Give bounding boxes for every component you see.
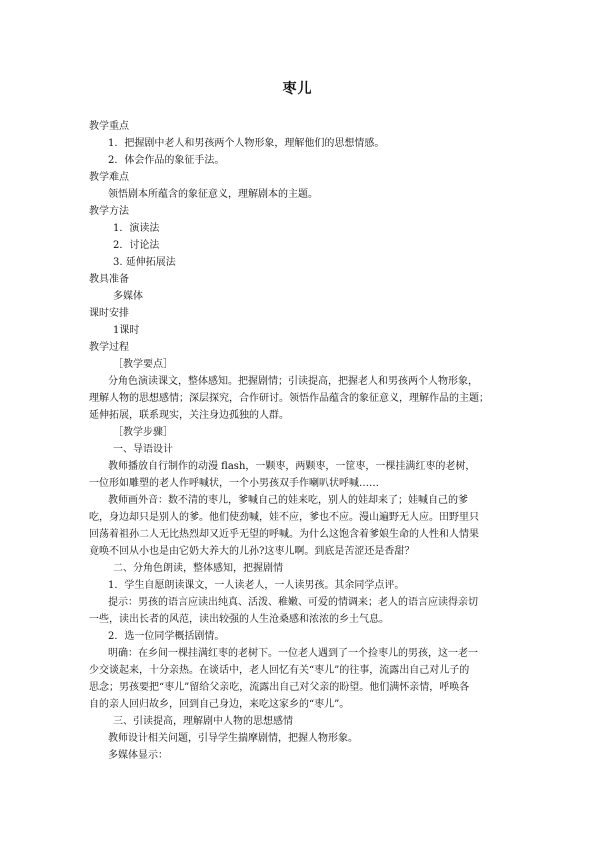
paragraph-line: 理解人物的思想感情；深层探究，合作研讨。领悟作品蕴含的象征意义，理解作品的主题； — [89, 393, 489, 404]
paragraph-line: 延伸拓展，联系现实，关注身边孤独的人群。 — [89, 410, 289, 421]
step-heading: 三、引读提高，理解剧中人物的思想感情 — [113, 716, 293, 727]
list-item: 2．讨论法 — [113, 240, 160, 251]
paragraph-line: 明确：在乡间一棵挂满红枣的老树下。一位老人遇到了一个捡枣儿的男孩，这一老一 — [108, 648, 478, 659]
page-title: 枣儿 — [282, 81, 313, 97]
paragraph-line: 教师设计相关问题，引导学生揣摩剧情，把握人物形象。 — [108, 733, 358, 744]
paragraph-line: 一位形如雕塑的老人作呼喊状，一个小男孩双手作喇叭状呼喊…… — [89, 478, 379, 489]
paragraph-line: 教师画外音：数不清的枣儿，爹喊自己的娃来吃，别人的娃却来了；娃喊自己的爹 — [108, 495, 468, 506]
paragraph-line: 思念；男孩要把“枣儿”留给父亲吃，流露出自己对父亲的盼望。他们满怀亲情，呼唤各 — [89, 682, 470, 693]
paragraph-line: 回荡着祖孙二人无比热烈却又近乎无望的呼喊。为什么这饱含着爹娘生命的人性和人情果 — [89, 529, 479, 540]
paragraph-line: 吃，身边却只是别人的爹。他们使劲喊，娃不应，爹也不应。漫山遍野无人应。田野里只 — [89, 512, 479, 523]
list-item: 2．体会作品的象征手法。 — [108, 155, 225, 166]
list-item: 3. 延伸拓展法 — [113, 257, 176, 268]
subsection-label: ［教学步骤］ — [113, 427, 173, 438]
section-heading-schedule: 课时安排 — [89, 308, 129, 319]
section-heading-key-points: 教学重点 — [89, 121, 129, 132]
section-heading-materials: 教具准备 — [89, 274, 129, 285]
paragraph-line: 多媒体显示： — [108, 750, 168, 761]
paragraph-line: 提示：男孩的语言应读出纯真、活泼、稚嫩、可爱的情调来；老人的语言应读得亲切 — [108, 597, 478, 608]
paragraph-line: 2．选一位同学概括剧情。 — [108, 631, 225, 642]
step-heading: 二、分角色朗读，整体感知，把握剧情 — [113, 563, 283, 574]
list-item: 1．把握剧中老人和男孩两个人物形象，理解他们的思想情感。 — [108, 138, 385, 149]
paragraph-line: 1课时 — [113, 325, 140, 336]
paragraph-line: 竟唤不回从小也是由它奶大养大的儿孙?这枣儿啊。到底是苦涩还是香甜？ — [89, 546, 415, 557]
step-heading: 一、导语设计 — [113, 444, 173, 455]
paragraph-line: 少交谈起来，十分亲热。在谈话中，老人回忆有关“枣儿”的往事，流露出自己对儿子的 — [89, 665, 470, 676]
paragraph-line: 1．学生自愿朗读课文，一人读老人，一人读男孩。其余同学点评。 — [108, 580, 405, 591]
list-item: 1．演读法 — [113, 223, 160, 234]
paragraph-line: 多媒体 — [113, 291, 143, 302]
paragraph-line: 一些，读出长者的风范，读出较强的人生沧桑感和浓浓的乡土气息。 — [89, 614, 389, 625]
paragraph-line: 分角色演读课文，整体感知。把握剧情；引读提高，把握老人和男孩两个人物形象， — [108, 376, 478, 387]
section-heading-difficulty: 教学难点 — [89, 172, 129, 183]
section-heading-methods: 教学方法 — [89, 206, 129, 217]
subsection-label: ［教学要点］ — [113, 359, 173, 370]
paragraph-line: 自的亲人回归故乡，回到自己身边，来吃这家乡的“枣儿”。 — [89, 699, 350, 710]
section-heading-process: 教学过程 — [89, 342, 129, 353]
paragraph-line: 领悟剧本所蕴含的象征意义，理解剧本的主题。 — [108, 189, 318, 200]
paragraph-line: 教师播放自行制作的动漫 flash，一颗枣，两颗枣，一筐枣，一棵挂满红枣的老树， — [108, 461, 476, 472]
